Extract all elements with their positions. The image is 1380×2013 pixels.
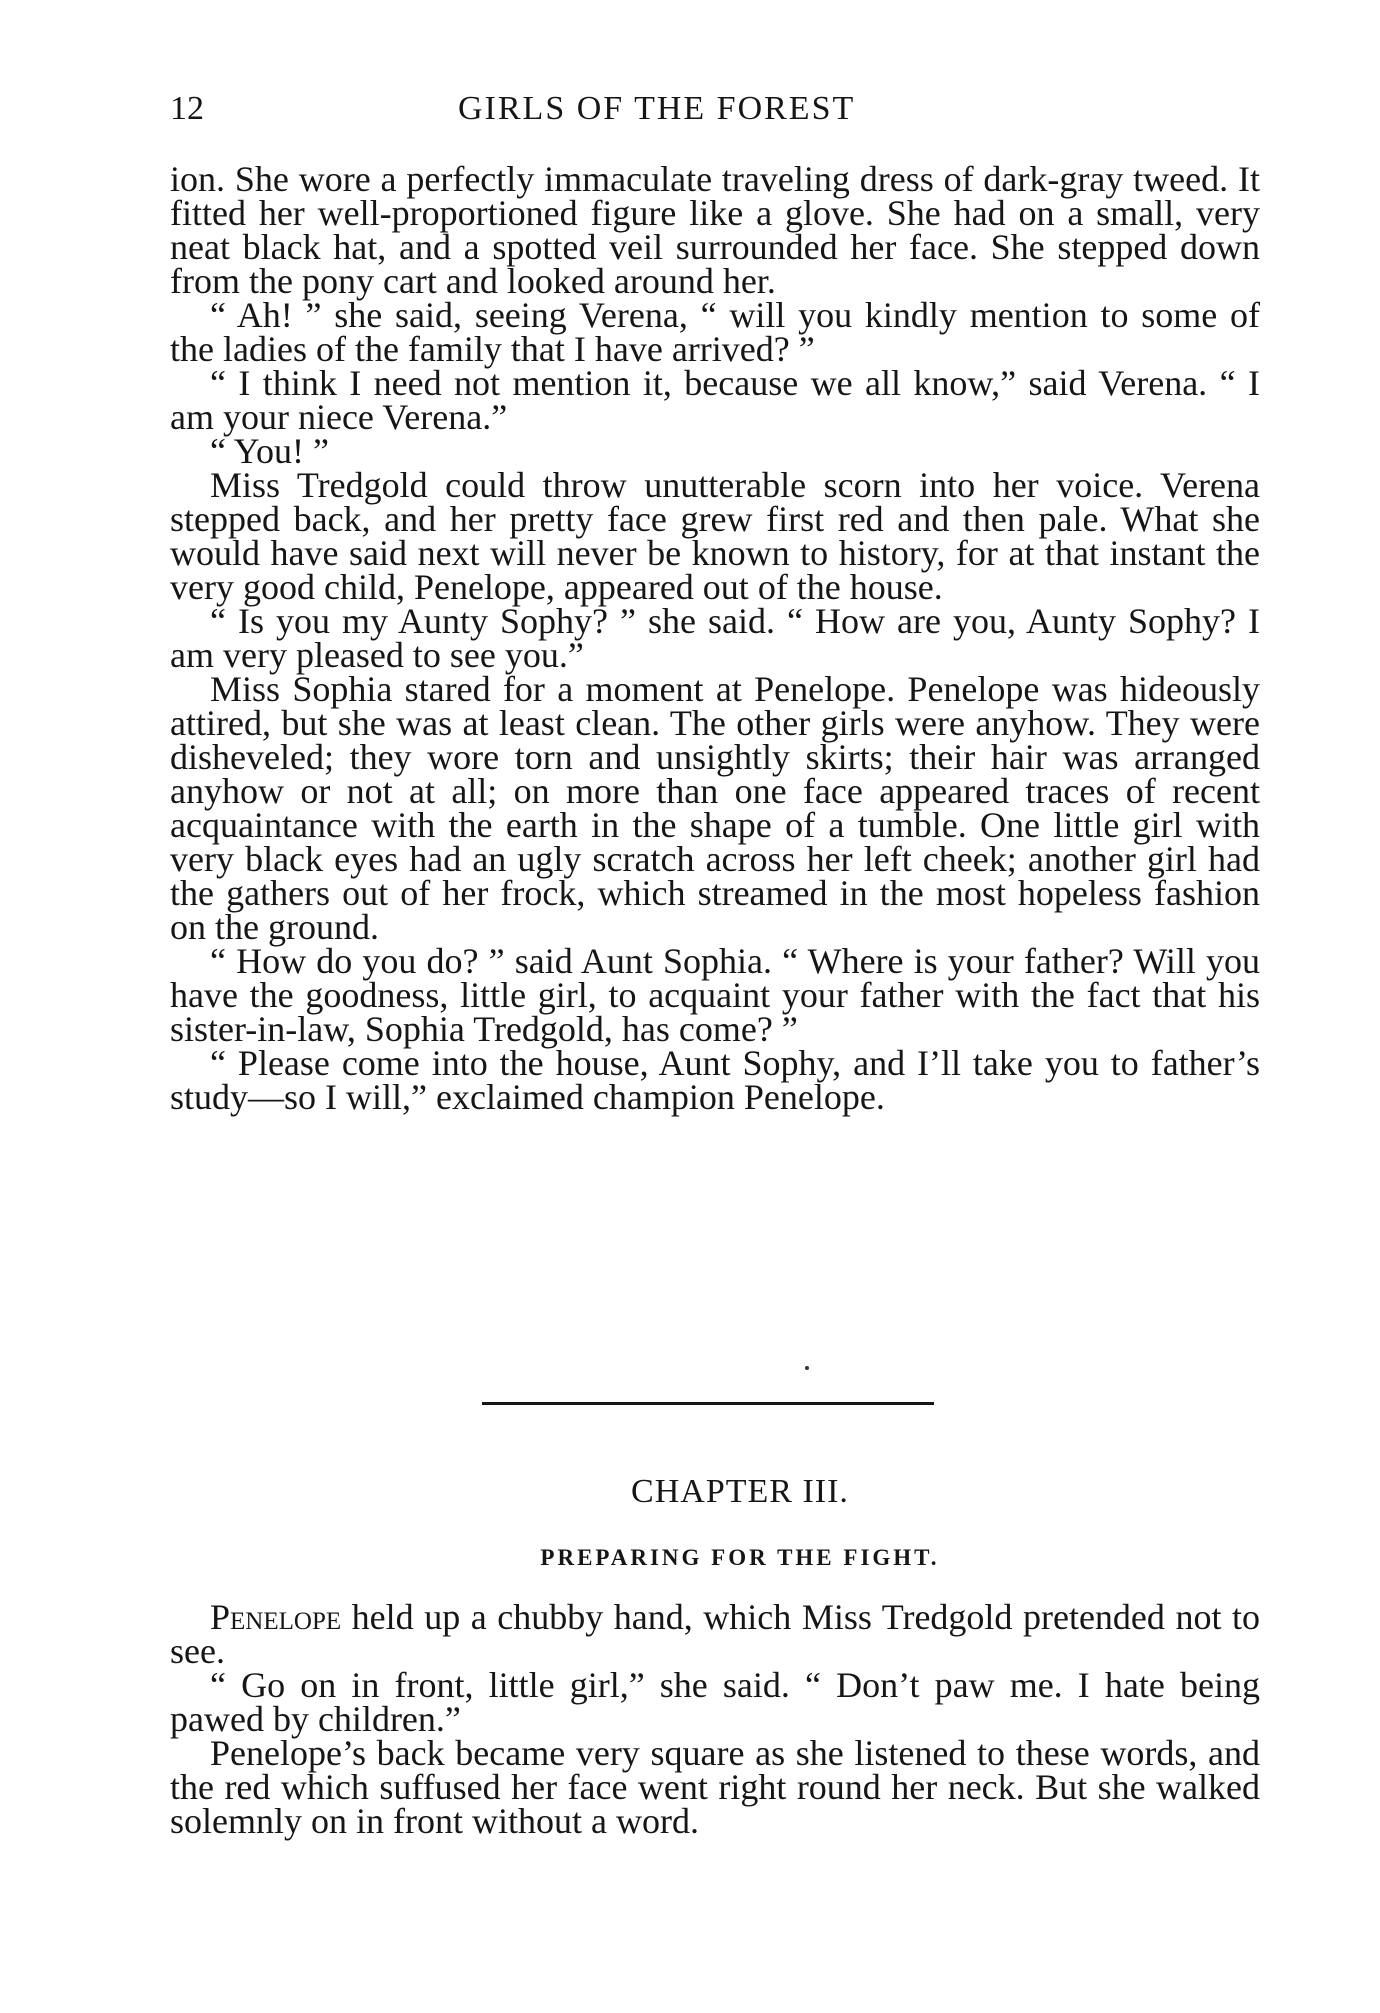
paragraph: Miss Tredgold could throw unutterable scorn into her voice. Verena stepped back, and her pretty face grew first red and then pale. What she would have said next will never be known to history, for at that instant the very good child, Penelope, appeared out of the house.: [170, 465, 1260, 607]
paragraph: “ Is you my Aunty Sophy? ” she said. “ How are you, Aunty Sophy? I am very pleased to see you.”: [170, 601, 1260, 675]
paragraph: “ You! ”: [210, 431, 330, 471]
running-head: [170, 90, 1260, 140]
paragraph: “ Go on in front, little girl,” she said. “ Don’t paw me. I hate being pawed by children.”: [170, 1665, 1260, 1739]
paragraph: “ Ah! ” she said, seeing Verena, “ will you kindly mention to some of the ladies of the family that I have arrived? ”: [170, 295, 1260, 369]
section-divider: [482, 1402, 934, 1405]
paragraph: “ Please come into the house, Aunt Sophy, and I’ll take you to father’s study—so I will,” exclaimed champion Penelope.: [170, 1043, 1260, 1117]
body-text-top: [170, 159, 1260, 1117]
paragraph: “ I think I need not mention it, because we all know,” said Verena. “ I am your niece Verena.”: [170, 363, 1260, 437]
book-title: GIRLS OF THE FOREST: [458, 90, 856, 127]
chapter-heading: CHAPTER III.: [631, 1473, 849, 1510]
paragraph-text: held up a chubby hand, which Miss Tredgold pretended not to see.: [170, 1597, 1260, 1671]
page-number: 12: [170, 90, 204, 127]
paragraph: Penelope’s back became very square as she listened to these words, and the red which suffused her face went right round her neck. But she walked solemnly on in front without a word.: [170, 1733, 1260, 1841]
body-text-bottom: [170, 1597, 1260, 1841]
paragraph: Miss Sophia stared for a moment at Penelope. Penelope was hideously attired, but she was at least clean. The other girls were anyhow. They were disheveled; they wore torn and unsightly skirts; their hair was arranged anyhow or not at all; on more than one face appeared traces of recent acquaintance with the earth in the shape of a tumble. One little girl with very black eyes had an ugly scratch across her left cheek; another girl had the gathers out of her frock, which streamed in the most hopeless fashion on the ground.: [170, 669, 1260, 947]
print-speck: [805, 1366, 809, 1370]
chapter-subtitle: PREPARING FOR THE FIGHT.: [540, 1545, 940, 1570]
paragraph: “ How do you do? ” said Aunt Sophia. “ Where is your father? Will you have the goodness, little girl, to acquaint your father with the fact that his sister-in-law, Sophia Tredgold, has come? ”: [170, 941, 1260, 1049]
opening-word: Penelope: [210, 1597, 342, 1637]
paragraph: ion. She wore a perfectly immaculate traveling dress of dark-gray tweed. It fitted her well-proportioned figure like a glove. She had on a small, very neat black hat, and a spotted veil surrounded her face. She stepped down from the pony cart and looked around her.: [170, 159, 1260, 301]
paragraph: [170, 1597, 1260, 1671]
